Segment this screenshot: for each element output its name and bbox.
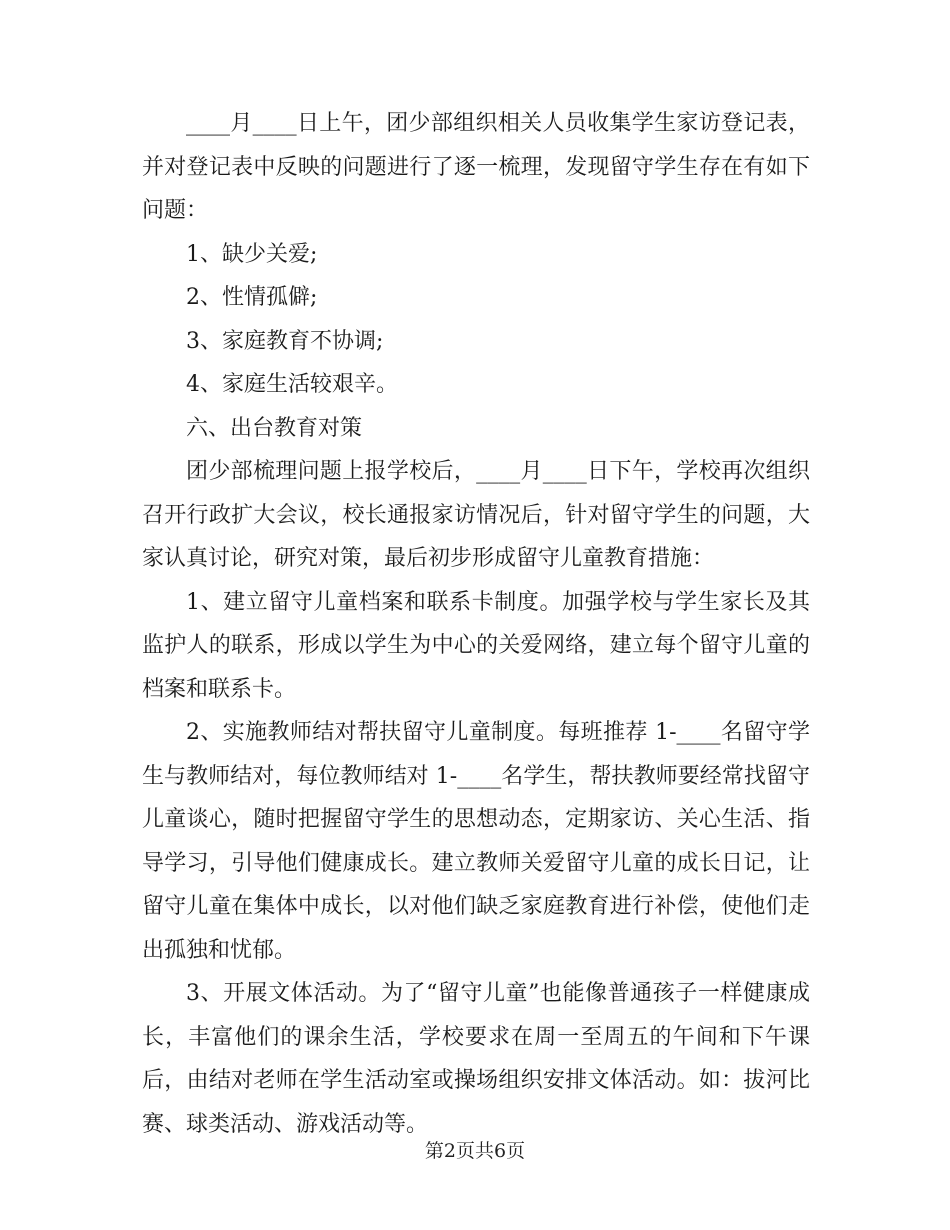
list-item-2: 2、性情孤僻; [186,285,318,310]
measure-item-2: 2、实施教师结对帮扶留守儿童制度。每班推荐 1-____名留守学生与教师结对，每位教师结对 1-____名学生，帮扶教师要经常找留守儿童谈心，随时把握留守学生的思想动态，定期家访、关心生活、指导学习，引导他们健康成长。建立教师关爱留守儿童的成长日记，让留守儿童在集体中成长，以对他们缺乏家庭教育进行补偿，使他们走出孤独和忧郁。 [142,720,810,963]
page-number-footer: 第2页共6页 [424,1140,526,1162]
measure-item-1: 1、建立留守儿童档案和联系卡制度。加强学校与学生家长及其监护人的联系，形成以学生为中心的关爱网络，建立每个留守儿童的档案和联系卡。 [142,589,810,702]
paragraph-intro: ____月____日上午，团少部组织相关人员收集学生家访登记表，并对登记表中反映的问题进行了逐一梳理，发现留守学生存在有如下问题： [142,111,810,223]
list-item-4: 4、家庭生活较艰辛。 [186,372,398,397]
section-heading-6: 六、出台教育对策 [186,415,363,441]
paragraph-measures-intro: 团少部梳理问题上报学校后，____月____日下午，学校再次组织召开行政扩大会议，校长通报家访情况后，针对留守学生的问题，大家认真讨论，研究对策，最后初步形成留守儿童教育措施： [142,459,810,571]
measure-item-3: 3、开展文体活动。为了“留守儿童”也能像普通孩子一样健康成长，丰富他们的课余生活，学校要求在周一至周五的午间和下午课后，由结对老师在学生活动室或操场组织安排文体活动。如：拔河比赛、球类活动、游戏活动等。 [142,981,810,1137]
list-item-3: 3、家庭教育不协调; [186,328,384,354]
document-body [142,102,810,1146]
list-item-1: 1、缺少关爱; [186,241,318,267]
